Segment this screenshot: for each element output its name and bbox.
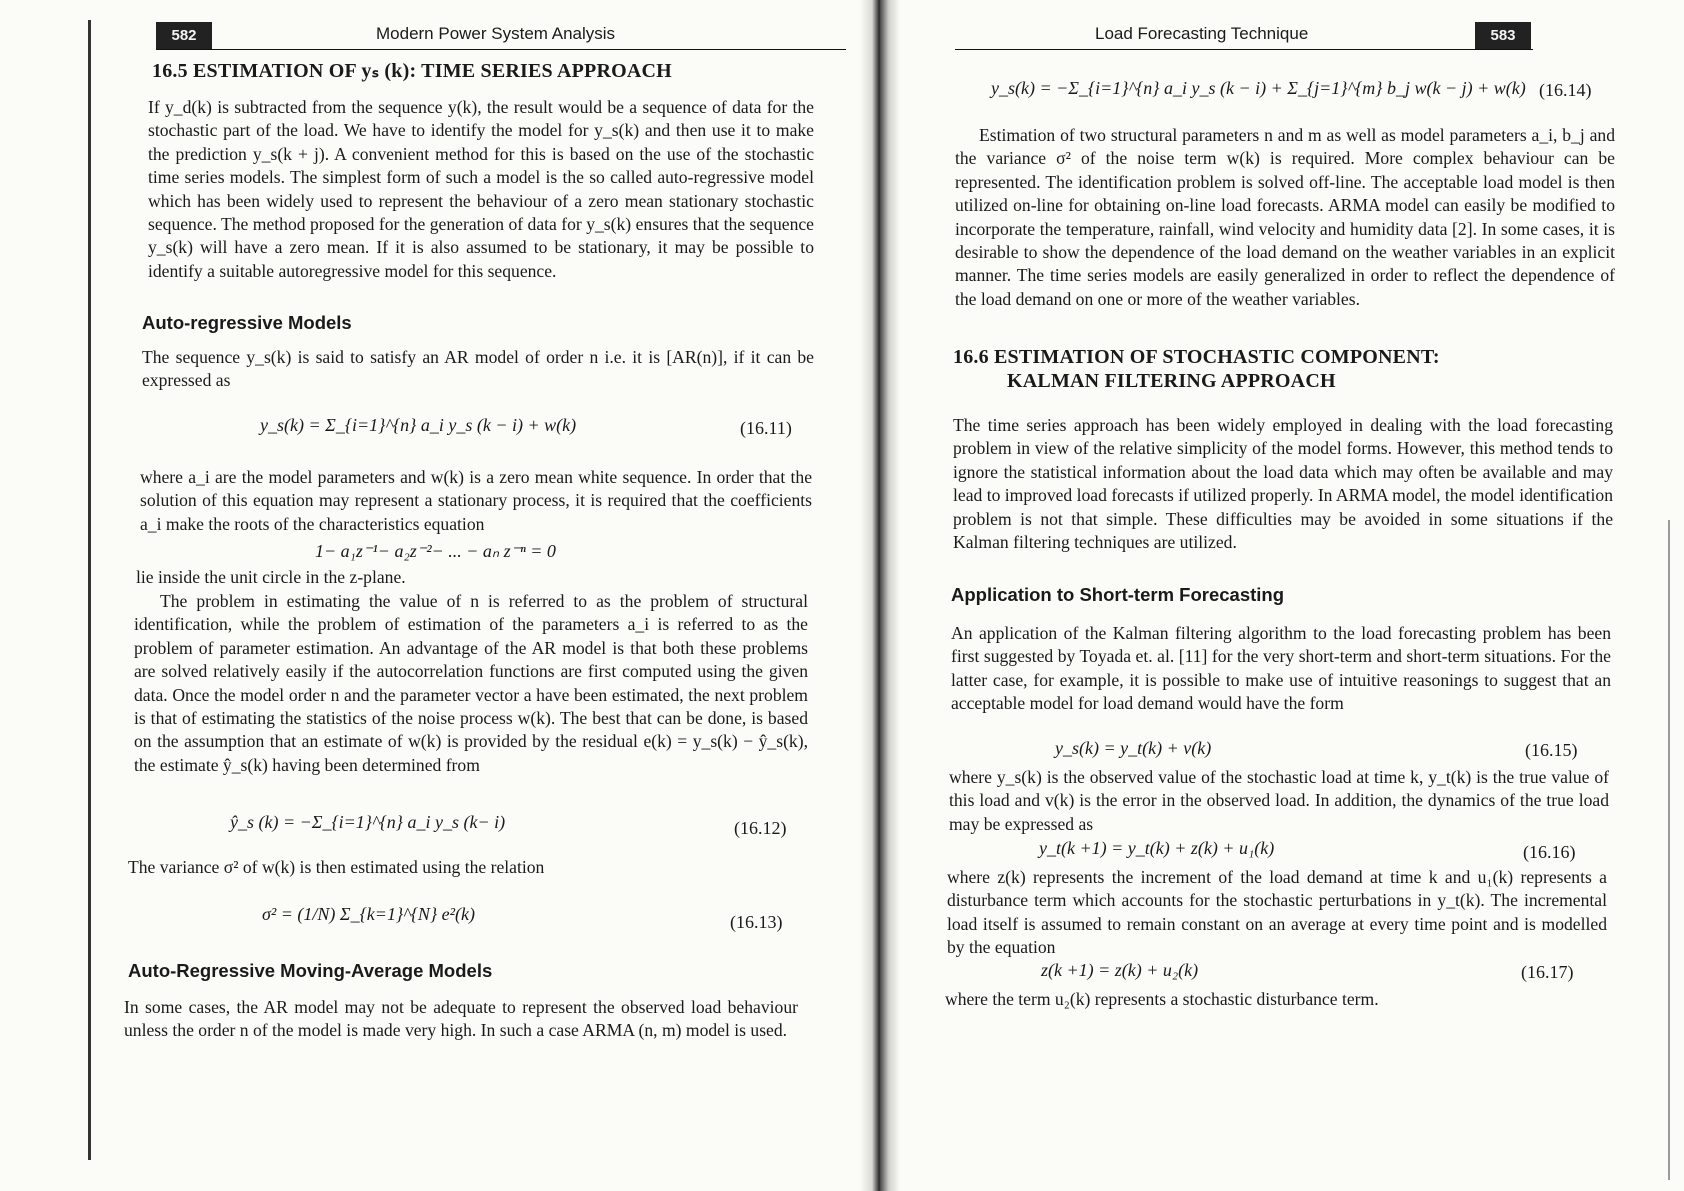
equation-16-17: z(k +1) = z(k) + u₂(k) <box>1041 960 1199 980</box>
paragraph: An application of the Kalman filtering algorithm to the load forecasting problem has been first suggested by Toyada et. al. [11] for the very short-term and short-term situations. For the latter case, for example, it is possible to make use of intuitive reasonings to suggest that an acceptable model for load demand would have the form <box>951 623 1611 714</box>
equation-16-14: y_s(k) = −Σ_{i=1}^{n} a_i y_s (k − i) + Σ_{j=1}^{m} b_j w(k − j) + w(k) <box>991 78 1526 98</box>
subheading-ar-models: Auto-regressive Models <box>142 312 352 333</box>
running-head-left <box>156 22 846 50</box>
equation-number: (16.11) <box>740 418 792 438</box>
running-head-right <box>955 22 1533 50</box>
subheading-short-term-forecasting: Application to Short-term Forecasting <box>951 584 1285 605</box>
running-head-title-right: Load Forecasting Technique <box>1095 24 1309 43</box>
paragraph: The variance σ² of w(k) is then estimated using the relation <box>128 857 545 877</box>
page-number-left: 582 <box>156 22 212 50</box>
paragraph: where a_i are the model parameters and w(k) is a zero mean white sequence. In order that the solution of this equation may represent a stationary process, it is required that the coefficients a_i make the roots of the characteristics equation <box>140 467 812 534</box>
running-head-title-left: Modern Power System Analysis <box>376 24 616 43</box>
equation-16-13: σ² = (1/N) Σ_{k=1}^{N} e²(k) <box>262 904 476 924</box>
paragraph: In some cases, the AR model may not be adequate to represent the observed load behaviour unless the order n of the model is made very high. In such a case ARMA (n, m) model is used. <box>124 997 798 1041</box>
section-heading-16-6-line2: KALMAN FILTERING APPROACH <box>1007 370 1336 392</box>
equation-number: (16.13) <box>730 912 783 932</box>
equation-16-15: y_s(k) = y_t(k) + v(k) <box>1055 738 1212 758</box>
paragraph: The sequence y_s(k) is said to satisfy an AR model of order n i.e. it is [AR(n)], if it can be expressed as <box>142 347 814 391</box>
paragraph: Estimation of two structural parameters n and m as well as model parameters a_i, b_j and the variance σ² of the noise term w(k) is required. More complex behaviour can be represented. The identification problem is solved off-line. The acceptable load model is then utilized on-line for obtaining on-line load forecasts. ARMA model can easily be modified to incorporate the temperature, rainfall, wind velocity and humidity data [2]. In some cases, it is desirable to show the dependence of the load demand on the weather variables in an explicit manner. The time series models are easily generalized in order to reflect the dependence of the load demand on one or more of the weather variables. <box>955 125 1615 309</box>
book-gutter <box>860 0 900 1191</box>
paragraph: The time series approach has been widely employed in dealing with the load forecasting problem in view of the relative simplicity of the model forms. However, this method tends to ignore the statistical information about the load data which may often be available and may lead to improved load forecasts if utilized properly. In ARMA model, the model identification problem is not that simple. These difficulties may be avoided in some situations if the Kalman filtering techniques are utilized. <box>953 415 1613 553</box>
characteristic-equation: 1− a₁z⁻¹− a₂z⁻²− ... − aₙ z⁻ⁿ = 0 <box>315 541 556 561</box>
paragraph: lie inside the unit circle in the z-plane. <box>136 567 406 587</box>
paragraph: If y_d(k) is subtracted from the sequence y(k), the result would be a sequence of data for the stochastic part of the load. We have to identify the model for y_s(k) and then use it to make the prediction y_s(k + j). A convenient method for this is based on the use of the stochastic time series models. The simplest form of such a model is the so called auto-regressive model which has been widely used to represent the behaviour of a zero mean stationary stochastic sequence. The method proposed for the generation of data for y_s(k) ensures that the sequence y_s(k) will have a zero mean. If it is also assumed to be stationary, it may be possible to identify a suitable autoregressive model for this sequence. <box>148 97 814 281</box>
subheading-arma-models: Auto-Regressive Moving-Average Models <box>128 960 493 981</box>
equation-16-16: y_t(k +1) = y_t(k) + z(k) + u₁(k) <box>1039 838 1275 858</box>
left-page <box>120 0 814 1191</box>
header-rule <box>156 49 846 50</box>
equation-number: (16.16) <box>1523 842 1576 862</box>
equation-number: (16.12) <box>734 818 787 838</box>
equation-16-12: ŷ_s (k) = −Σ_{i=1}^{n} a_i y_s (k− i) <box>230 812 506 832</box>
paragraph: where y_s(k) is the observed value of the stochastic load at time k, y_t(k) is the true value of this load and v(k) is the error in the observed load. In addition, the dynamics of the true load may be expressed as <box>949 767 1609 834</box>
section-heading-16-6: 16.6 ESTIMATION OF STOCHASTIC COMPONENT: <box>953 346 1440 368</box>
section-heading-16-5: 16.5 ESTIMATION OF yₛ (k): TIME SERIES APPROACH <box>152 60 672 82</box>
page-number-right: 583 <box>1475 22 1531 50</box>
header-rule <box>955 49 1533 50</box>
paragraph: where z(k) represents the increment of the load demand at time k and u₁(k) represents a disturbance term which accounts for the stochastic perturbations in y_t(k). The incremental load itself is assumed to remain constant on an average at every time point and is modelled by the equation <box>947 867 1607 958</box>
paragraph: where the term u₂(k) represents a stochastic disturbance term. <box>945 989 1379 1009</box>
right-page <box>935 0 1615 1191</box>
page-edge-shadow <box>88 20 91 1160</box>
page-edge-shadow-right <box>1668 520 1670 1180</box>
equation-16-11: y_s(k) = Σ_{i=1}^{n} a_i y_s (k − i) + w(k) <box>260 415 577 435</box>
equation-number: (16.17) <box>1521 962 1574 982</box>
equation-number: (16.15) <box>1525 740 1578 760</box>
equation-number: (16.14) <box>1539 80 1592 100</box>
paragraph: The problem in estimating the value of n is referred to as the problem of structural identification, while the problem of estimation of the parameters a_i is referred to as the problem of parameter estimation. An advantage of the AR model is that both these problems are solved relatively easily if the autocorrelation functions are first computed using the given data. Once the model order n and the parameter vector a have been estimated, the next problem is that of estimating the statistics of the noise process w(k). The best that can be done, is based on the assumption that an estimate of w(k) is provided by the residual e(k) = y_s(k) − ŷ_s(k), the estimate ŷ_s(k) having been determined from <box>134 591 808 775</box>
